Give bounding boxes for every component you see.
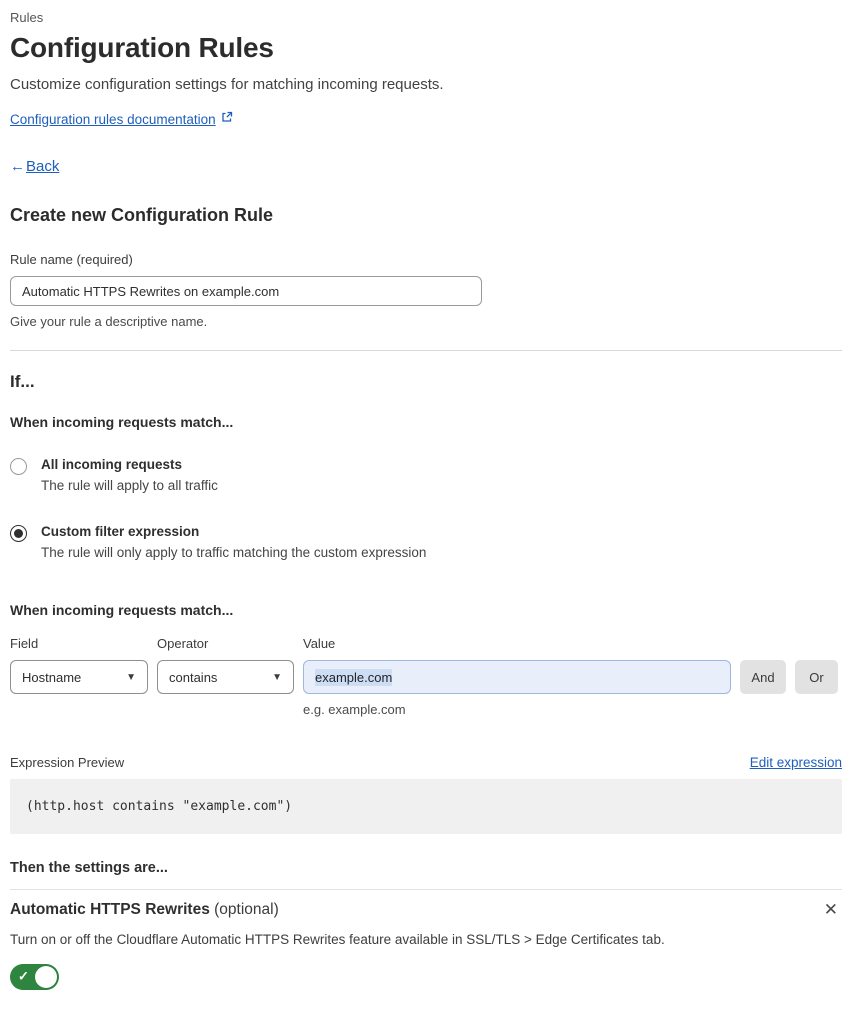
expression-preview-label: Expression Preview xyxy=(10,755,125,770)
create-rule-heading: Create new Configuration Rule xyxy=(10,205,274,225)
radio-custom-filter-description: The rule will only apply to traffic matching the custom expression xyxy=(41,545,427,560)
value-hint: e.g. example.com xyxy=(303,702,406,717)
check-icon: ✓ xyxy=(18,968,29,984)
value-input[interactable] xyxy=(303,660,731,694)
operator-select-value: contains xyxy=(169,669,218,685)
page-title: Configuration Rules xyxy=(10,32,274,63)
setting-divider xyxy=(10,889,842,890)
rule-name-help: Give your rule a descriptive name. xyxy=(10,314,208,329)
toggle-knob xyxy=(35,966,57,988)
expression-preview-code: (http.host contains "example.com") xyxy=(10,779,842,834)
field-select[interactable] xyxy=(10,660,148,694)
value-label: Value xyxy=(303,636,336,651)
chevron-down-icon: ▼ xyxy=(272,671,282,683)
value-input-text: example.com xyxy=(315,669,393,685)
radio-unselected-icon[interactable] xyxy=(10,458,27,475)
page-subtitle: Customize configuration settings for matching incoming requests. xyxy=(10,76,444,93)
rule-name-input[interactable] xyxy=(10,276,482,306)
section-divider xyxy=(10,350,842,351)
expression-builder-row xyxy=(10,636,842,717)
field-select-value: Hostname xyxy=(22,669,82,685)
match-type-heading: When incoming requests match... xyxy=(10,414,234,430)
operator-select[interactable] xyxy=(157,660,294,694)
and-button[interactable]: And xyxy=(740,660,786,694)
if-heading: If... xyxy=(10,372,35,391)
expression-builder-heading: When incoming requests match... xyxy=(10,602,234,618)
operator-label: Operator xyxy=(157,636,209,651)
radio-selected-icon[interactable] xyxy=(10,525,27,542)
rule-name-label: Rule name (required) xyxy=(10,252,133,267)
automatic-https-rewrites-toggle[interactable] xyxy=(10,964,59,990)
match-type-radio-group xyxy=(10,457,842,560)
documentation-link[interactable]: Configuration rules documentation xyxy=(10,111,216,127)
setting-optional-tag: (optional) xyxy=(209,900,279,918)
external-link-icon xyxy=(221,110,233,128)
radio-all-incoming-label: All incoming requests xyxy=(41,457,183,472)
radio-custom-filter-expression[interactable] xyxy=(10,524,842,560)
setting-title xyxy=(10,901,279,919)
back-link[interactable]: Back xyxy=(26,158,60,175)
breadcrumb: Rules xyxy=(10,10,44,25)
radio-all-incoming-description: The rule will apply to all traffic xyxy=(41,478,218,493)
back-arrow-icon: ← xyxy=(10,158,25,175)
chevron-down-icon: ▼ xyxy=(126,671,136,683)
edit-expression-link[interactable]: Edit expression xyxy=(749,755,842,770)
setting-description: Turn on or off the Cloudflare Automatic HTTPS Rewrites feature available in SSL/TLS > Edge Certificates tab. xyxy=(10,932,665,947)
radio-custom-filter-label: Custom filter expression xyxy=(41,524,200,539)
setting-title-name: Automatic HTTPS Rewrites xyxy=(10,900,210,918)
field-label: Field xyxy=(10,636,39,651)
then-settings-heading: Then the settings are... xyxy=(10,860,168,876)
radio-all-incoming-requests[interactable] xyxy=(10,457,842,493)
or-button[interactable]: Or xyxy=(795,660,838,694)
close-icon[interactable]: ✕ xyxy=(820,899,842,920)
